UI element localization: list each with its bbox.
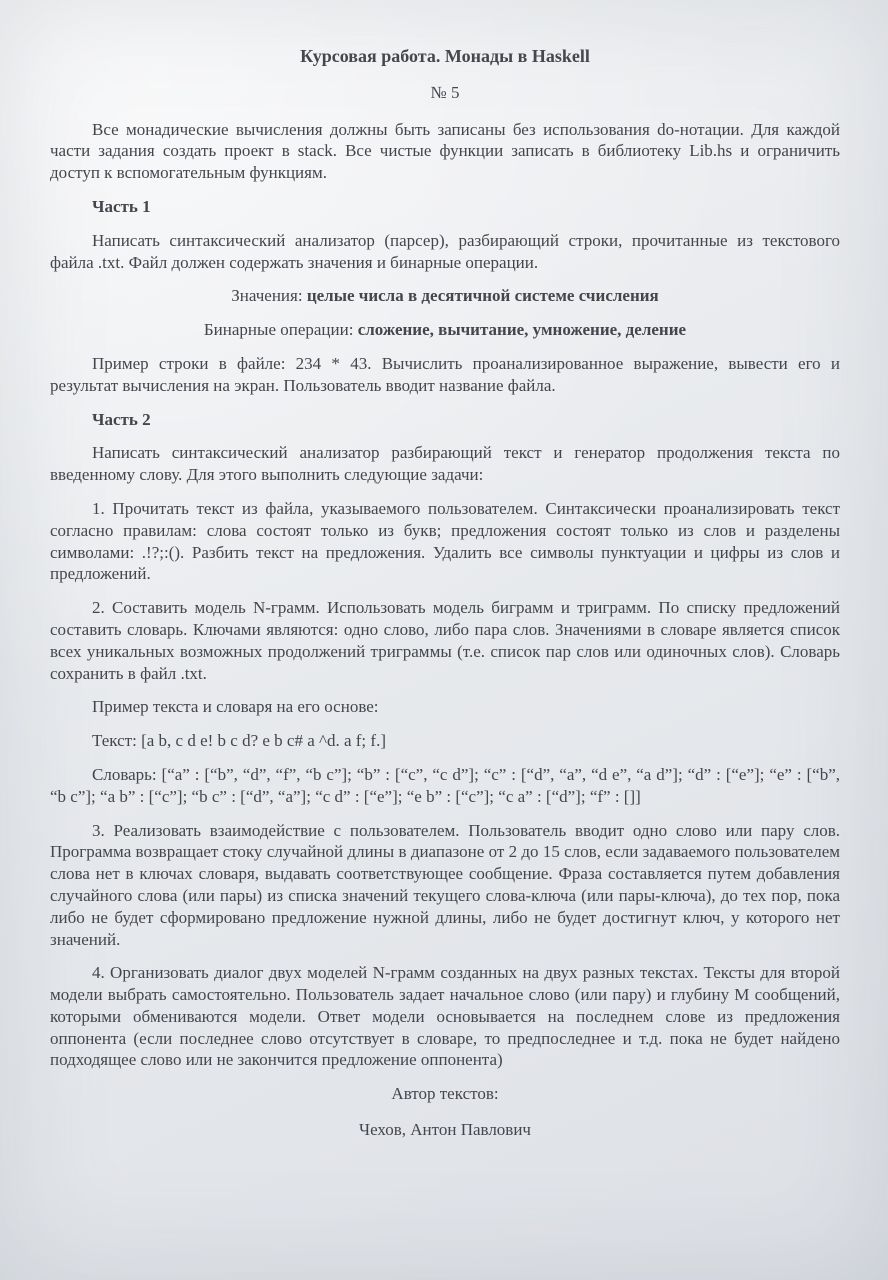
example-dictionary-line: Словарь: [“a” : [“b”, “d”, “f”, “b c”]; “b” : [“c”, “c d”]; “c” : [“d”, “a”, “d e”, “a d”]; “d” : [“e”]; “e” : [“b”, “b c”]; “a b” : [“c”]; “b c” : [“d”, “a”]; “c d” : [“e”]; “e b” : [“c”]; “c a” : [“d”]; “f” : []]	[50, 764, 840, 806]
part2-item-2: 2. Составить модель N-грамм. Использовать модель биграмм и триграмм. По списку предложений составить словарь. Ключами являются: одно слово, либо пара слов. Значениями в словаре является список всех уникальных возможных продолжений триграммы (т.е. список пар слов или одиночных слов). Словарь сохранить в файл .txt.	[50, 598, 840, 683]
values-label: Значения:	[231, 286, 307, 306]
intro-paragraph: Все монадические вычисления должны быть записаны без использования do-нотации. Для каждой части задания создать проект в stack. Все чистые функции записать в библиотеку Lib.hs и ограничить доступ к вспомогательным функциям.	[50, 119, 840, 183]
operations-label: Бинарные операции:	[203, 320, 358, 340]
part2-item-4: 4. Организовать диалог двух моделей N-грамм созданных на двух разных текстах. Тексты для второй модели выбрать самостоятельно. Пользователь задает начальное слово (или пару) и глубину М сообщений, которыми обмениваются модели. Ответ модели основывается на последнем слове из предложения оппонента (если последнее слово отсутствует в словаре, то предпоследнее и т.д. пока не будет найдено подходящее слово или не закончится предложение оппонента)	[50, 963, 840, 1070]
part2-item-3: 3. Реализовать взаимодействие с пользователем. Пользователь вводит одно слово или пару слов. Программа возвращает стоку случайной длины в диапазоне от 2 до 15 слов, если задаваемого пользователем слова нет в ключах словаря, выдавать соответствующее сообщение. Фраза составляется путем добавления случайного слова (или пары) из списка значений текущего слова-ключа (или пары-ключа), до тех пор, пока либо не будет сформировано предложение нужной длины, либо не будет достигнут ключ, у которого нет значений.	[50, 820, 840, 949]
part2-heading: Часть 2	[92, 409, 151, 429]
author-label: Автор текстов:	[391, 1084, 499, 1104]
values-text: целые числа в десятичной системе счисления	[306, 286, 659, 306]
part1-task: Написать синтаксический анализатор (парсер), разбирающий строки, прочитанные из текстового файла .txt. Файл должен содержать значения и бинарные операции.	[50, 230, 840, 272]
task-number: № 5	[430, 82, 460, 102]
author-name: Чехов, Антон Павлович	[359, 1120, 531, 1140]
operations-text: сложение, вычитание, умножение, деление	[357, 320, 687, 340]
part2-task: Написать синтаксический анализатор разбирающий текст и генератор продолжения текста по введенному слову. Для этого выполнить следующие задачи:	[50, 443, 840, 485]
doc-title: Курсовая работа. Монады в Haskell	[300, 46, 590, 66]
part1-example: Пример строки в файле: 234 * 43. Вычислить проанализированное выражение, вывести его и результат вычисления на экран. Пользователь вводит название файла.	[50, 353, 840, 395]
operations-line	[50, 319, 840, 341]
values-line	[50, 285, 840, 307]
example-intro: Пример текста и словаря на его основе:	[92, 697, 379, 717]
example-text-line: Текст: [a b, c d e! b c d? e b c# a ^d. a f; f.]	[92, 731, 386, 751]
part2-item-1: 1. Прочитать текст из файла, указываемого пользователем. Синтаксически проанализировать текст согласно правилам: слова состоят только из букв; предложения состоят только из слов и разделены символами: .!?;:(). Разбить текст на предложения. Удалить все символы пунктуации и цифры из слов и предложений.	[50, 498, 840, 584]
part1-heading: Часть 1	[92, 196, 151, 216]
